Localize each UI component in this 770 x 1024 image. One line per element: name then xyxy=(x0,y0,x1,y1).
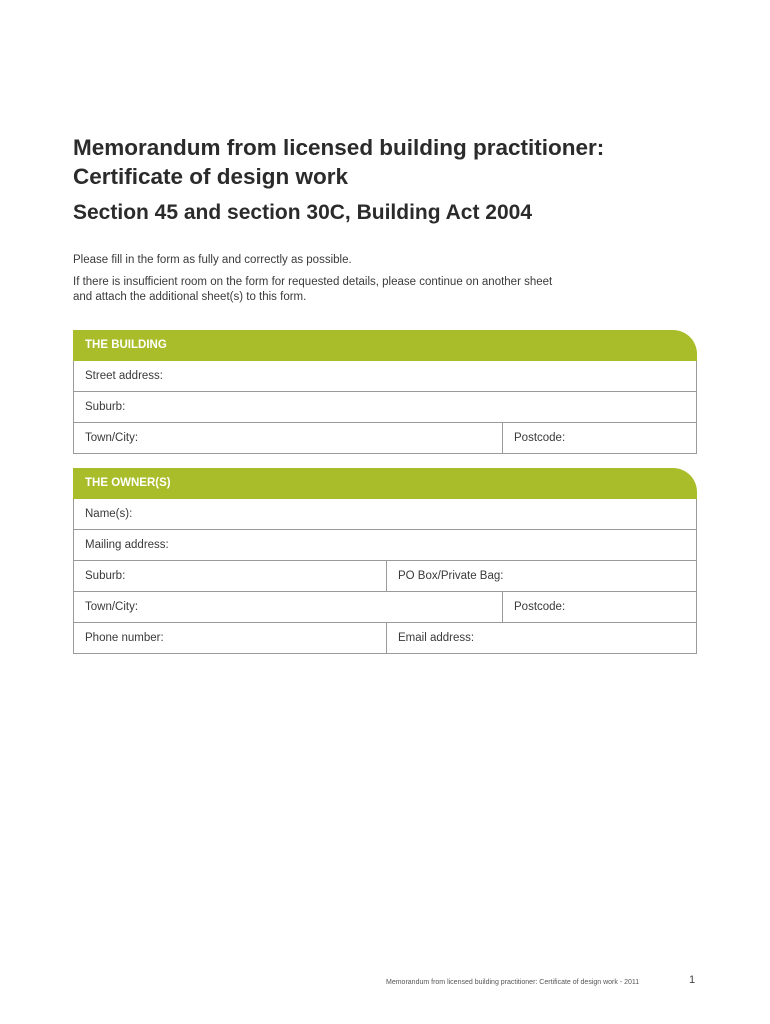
owners-section-header: THE OWNER(S) xyxy=(73,468,697,499)
intro-line-2: If there is insufficient room on the form for requested details, please continue on another sheet xyxy=(73,276,553,288)
page-subtitle: Section 45 and section 30C, Building Act 2004 xyxy=(73,201,533,224)
owners-town-city-field[interactable]: Town/City: xyxy=(85,601,139,613)
building-section-header: THE BUILDING xyxy=(73,330,697,361)
owners-mailing-address-field[interactable]: Mailing address: xyxy=(85,539,169,551)
owners-email-field[interactable]: Email address: xyxy=(386,623,696,653)
owners-suburb-row[interactable] xyxy=(73,561,697,592)
owners-po-box-field[interactable]: PO Box/Private Bag: xyxy=(386,561,696,591)
page-title xyxy=(73,133,713,191)
building-street-address-field[interactable]: Street address: xyxy=(85,370,163,382)
title-line-2: Certificate of design work xyxy=(73,164,349,189)
owners-section xyxy=(73,468,697,654)
owners-contact-row[interactable] xyxy=(73,623,697,654)
intro-line-1: Please fill in the form as fully and correctly as possible. xyxy=(73,254,352,266)
building-street-row[interactable] xyxy=(73,361,697,392)
owners-names-row[interactable] xyxy=(73,499,697,530)
owners-suburb-field[interactable]: Suburb: xyxy=(85,570,126,582)
owners-town-row[interactable] xyxy=(73,592,697,623)
title-line-1: Memorandum from licensed building practitioner: xyxy=(73,135,605,160)
building-town-city-field[interactable]: Town/City: xyxy=(85,432,139,444)
building-town-row[interactable] xyxy=(73,423,697,454)
owners-postcode-field[interactable]: Postcode: xyxy=(502,592,696,622)
page-number: 1 xyxy=(689,974,696,986)
owners-phone-field[interactable]: Phone number: xyxy=(85,632,164,644)
owners-names-field[interactable]: Name(s): xyxy=(85,508,133,520)
owners-mailing-row[interactable] xyxy=(73,530,697,561)
building-suburb-row[interactable] xyxy=(73,392,697,423)
building-suburb-field[interactable]: Suburb: xyxy=(85,401,126,413)
footer-text: Memorandum from licensed building practitioner: Certificate of design work - 2011 xyxy=(386,979,640,986)
intro-line-3: and attach the additional sheet(s) to this form. xyxy=(73,291,307,303)
building-postcode-field[interactable]: Postcode: xyxy=(502,423,696,453)
building-section xyxy=(73,330,697,454)
